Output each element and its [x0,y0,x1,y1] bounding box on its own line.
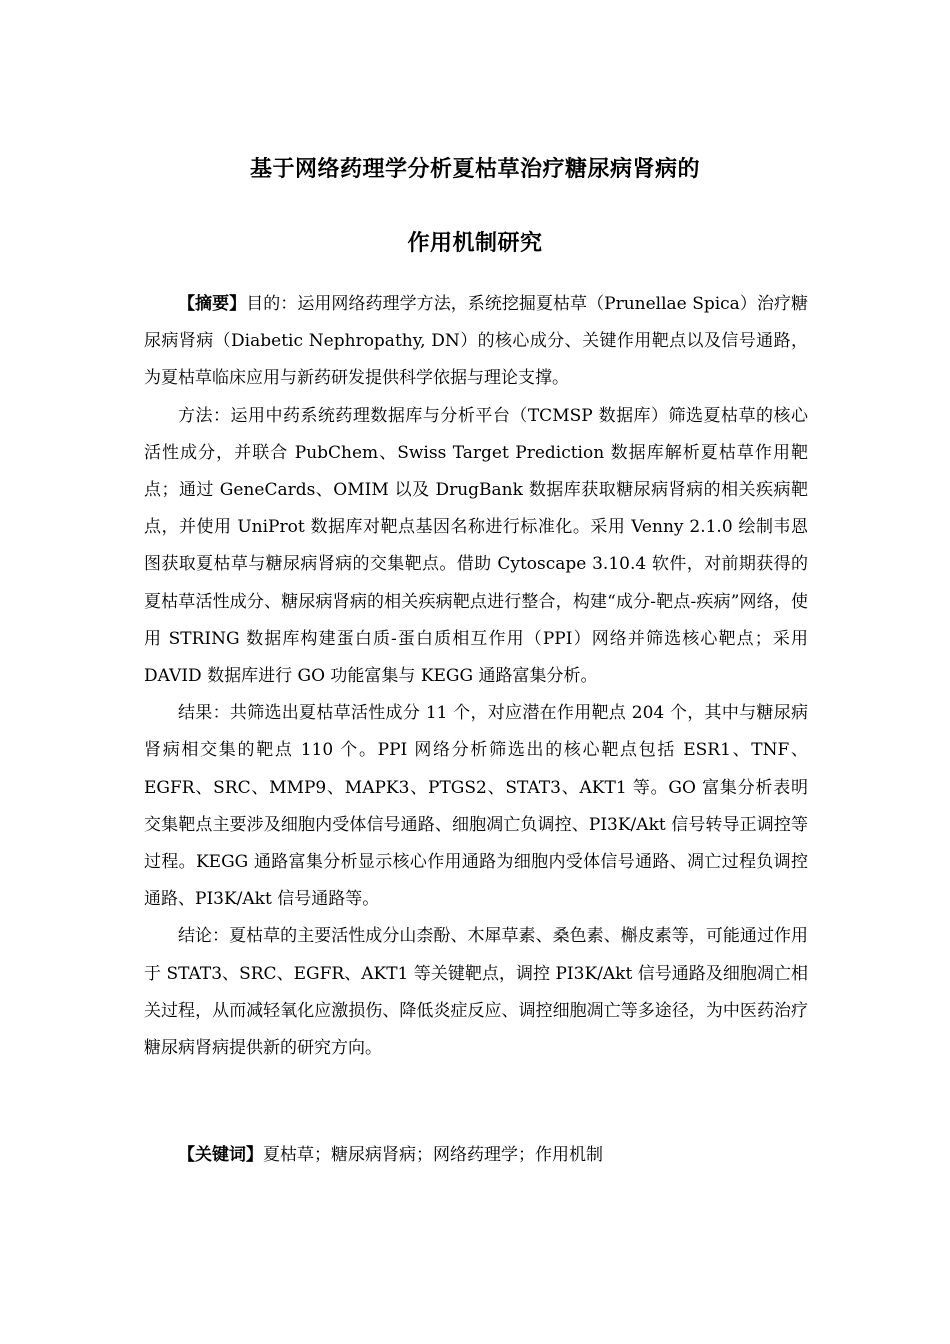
abstract-label: 【摘要】 [178,294,247,314]
keywords-text: 夏枯草；糖尿病肾病；网络药理学；作用机制 [263,1145,603,1165]
abstract-section [144,286,808,1067]
keywords-line [144,1137,808,1174]
abstract-objective-paragraph [144,286,808,398]
abstract-objective-text: 目的：运用网络药理学方法，系统挖掘夏枯草（Prunellae Spica）治疗糖尿病肾病（Diabetic Nephropathy, DN）的核心成分、关键作用靶点以及信号通路，为夏枯草临床应用与新药研发提供科学依据与理论支撑。 [144,294,808,389]
abstract-results-paragraph: 结果：共筛选出夏枯草活性成分 11 个，对应潜在作用靶点 204 个，其中与糖尿病肾病相交集的靶点 110 个。PPI 网络分析筛选出的核心靶点包括 ESR1、TNF、EGFR、SRC、MMP9、MAPK3、PTGS2、STAT3、AKT1 等。GO 富集分析表明交集靶点主要涉及细胞内受体信号通路、细胞凋亡负调控、PI3K/Akt 信号转导正调控等过程。KEGG 通路富集分析显示核心作用通路为细胞内受体信号通路、凋亡过程负调控通路、PI3K/Akt 信号通路等。 [144,703,808,910]
paper-title-line-2: 作用机制研究 [407,231,543,256]
keywords-label: 【关键词】 [178,1145,263,1165]
paper-title-line-1: 基于网络药理学分析夏枯草治疗糖尿病肾病的 [249,157,700,182]
abstract-conclusion-paragraph: 结论：夏枯草的主要活性成分山柰酚、木犀草素、桑色素、槲皮素等，可能通过作用于 STAT3、SRC、EGFR、AKT1 等关键靶点，调控 PI3K/Akt 信号通路及细胞凋亡相关过程，从而减轻氧化应激损伤、降低炎症反应、调控细胞凋亡等多途径，为中医药治疗糖尿病肾病提供新的研究方向。 [144,926,808,1059]
abstract-methods-paragraph: 方法：运用中药系统药理数据库与分析平台（TCMSP 数据库）筛选夏枯草的核心活性成分，并联合 PubChem、Swiss Target Prediction 数据库解析夏枯草作用靶点；通过 GeneCards、OMIM 以及 DrugBank 数据库获取糖尿病肾病的相关疾病靶点，并使用 UniProt 数据库对靶点基因名称进行标准化。采用 Venny 2.1.0 绘制韦恩图获取夏枯草与糖尿病肾病的交集靶点。借助 Cytoscape 3.10.4 软件，对前期获得的夏枯草活性成分、糖尿病肾病的相关疾病靶点进行整合，构建“成分-靶点-疾病”网络，使用 STRING 数据库构建蛋白质-蛋白质相互作用（PPI）网络并筛选核心靶点；采用 DAVID 数据库进行 GO 功能富集与 KEGG 通路富集分析。 [144,405,808,687]
